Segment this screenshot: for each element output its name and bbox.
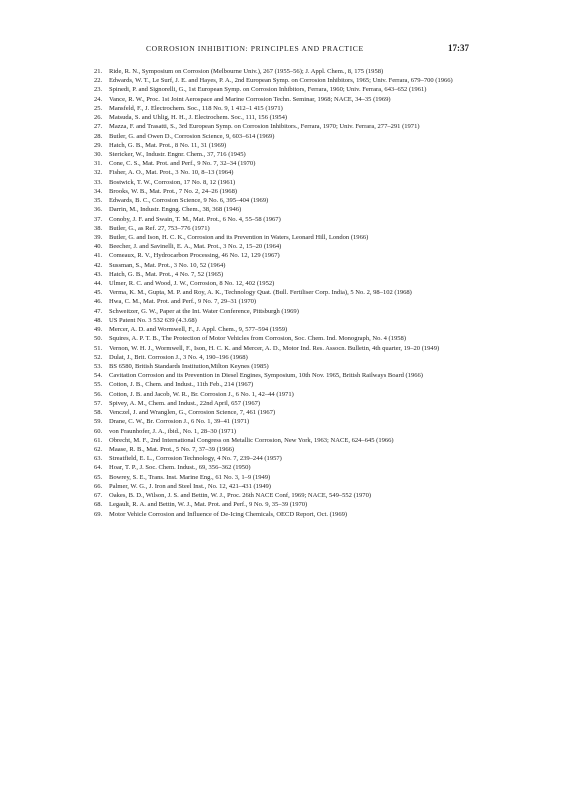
reference-item [94, 307, 472, 316]
reference-text: Mansfeld, F., J. Electrochem. Soc., 118 No. 9, 1 412–1 415 (1971) [109, 104, 283, 112]
reference-text: Stericker, W., Industr. Engnr. Chem., 37, 716 (1945) [109, 150, 246, 158]
reference-item [94, 95, 472, 104]
reference-number: 65. [94, 473, 103, 481]
reference-number: 67. [94, 492, 103, 500]
reference-text: Vance, R. W., Proc. 1st Joint Aerospace and Marine Corrosion Techn. Seminar, 1968; NACE, 34–35 (1969) [109, 95, 391, 103]
reference-number: 52. [94, 353, 103, 361]
reference-text: Cotton, J. B., Chem. and Indust., 11th Feb., 214 (1967) [109, 381, 254, 389]
reference-number: 36. [94, 206, 103, 214]
reference-number: 55. [94, 381, 103, 389]
reference-text: Hatch, G. B., Mat. Prot., 4 No. 7, 52 (1965) [109, 270, 224, 278]
reference-number: 38. [94, 224, 103, 232]
reference-number: 34. [94, 187, 103, 195]
reference-text: Cotton, J. B. and Jacob, W. R., Br. Corrosion J., 6 No. 1, 42–44 (1971) [109, 390, 294, 398]
reference-item [94, 417, 472, 426]
reference-text: Schweitzer, G. W., Paper at the Int. Water Conference, Pittsburgh (1969) [109, 307, 299, 315]
reference-item [94, 463, 472, 472]
reference-item [94, 436, 472, 445]
reference-number: 41. [94, 252, 103, 260]
reference-item [94, 76, 472, 85]
reference-number: 35. [94, 197, 103, 205]
page-number: 17:37 [448, 43, 469, 53]
reference-number: 33. [94, 178, 103, 186]
reference-number: 60. [94, 427, 103, 435]
reference-number: 40. [94, 243, 103, 251]
reference-text: Ulmer, R. C. and Wood, J. W., Corrosion, 8 No. 12, 402 (1952) [109, 280, 275, 288]
reference-number: 43. [94, 270, 103, 278]
reference-text: Cavitation Corrosion and its Prevention in Diesel Engines, Symposium, 10th Nov. 1965, British Railways Board (1966) [109, 372, 423, 380]
page-header [94, 44, 469, 58]
reference-text: Drane, C. W., Br. Corrosion J., 6 No. 1, 39–41 (1971) [109, 418, 250, 426]
reference-number: 51. [94, 344, 103, 352]
reference-number: 61. [94, 436, 103, 444]
reference-item [94, 251, 472, 260]
reference-item [94, 297, 472, 306]
reference-number: 66. [94, 482, 103, 490]
reference-number: 24. [94, 95, 103, 103]
reference-item [94, 390, 472, 399]
reference-text: Fisher, A. O., Mat. Prot., 3 No. 10, 8–13 (1964) [109, 169, 234, 177]
reference-text: Legault, R. A. and Bettin, W. J., Mat. Prot. and Perf., 9 No. 9, 35–39 (1970) [109, 501, 308, 509]
reference-number: 64. [94, 464, 103, 472]
reference-item [94, 150, 472, 159]
reference-item [94, 371, 472, 380]
reference-item [94, 408, 472, 417]
reference-number: 44. [94, 280, 103, 288]
reference-number: 27. [94, 123, 103, 131]
reference-item [94, 279, 472, 288]
reference-number: 69. [94, 510, 103, 518]
reference-text: Verma, K. M., Gupta, M. P. and Roy, A. K., Technology Quat. (Bull. Fertiliser Corp. India), 5 No. 2, 98–102 (1968) [109, 289, 412, 297]
reference-text: von Fraunhofer, J. A., ibid., No. 1, 28–30 (1971) [109, 427, 237, 435]
reference-item [94, 454, 472, 463]
reference-number: 26. [94, 114, 103, 122]
reference-text: Streatfield, E. L., Corrosion Technology, 4 No. 7, 239–244 (1957) [109, 455, 282, 463]
reference-number: 50. [94, 335, 103, 343]
reference-text: Vernon, W. H. J., Wormwell, F., Ison, H. C. K. and Mercer, A. D., Motor Ind. Res. Assocn. Bulletin, 4th quarter, 19–20 (1949) [109, 344, 440, 352]
reference-text: Motor Vehicle Corrosion and Influence of De-Icing Chemicals, OECD Report, Oct. (1969) [109, 510, 348, 518]
reference-number: 58. [94, 409, 103, 417]
reference-item [94, 196, 472, 205]
reference-item [94, 85, 472, 94]
reference-item [94, 261, 472, 270]
reference-text: Ride, R. N., Symposium on Corrosion (Melbourne Univ.), 267 (1955–56); J. Appl. Chem., 8, 175 (1958) [109, 68, 384, 75]
reference-item [94, 187, 472, 196]
reference-number: 22. [94, 77, 103, 85]
reference-item [94, 132, 472, 141]
reference-item [94, 122, 472, 131]
reference-item [94, 482, 472, 491]
reference-text: BS 6580, British Standards Institution,Milton Keynes (1985) [109, 363, 269, 370]
reference-item [94, 445, 472, 454]
reference-item [94, 159, 472, 168]
reference-number: 42. [94, 261, 103, 269]
reference-text: Hatch, G. B., Mat. Prot., 8 No. 11, 31 (1969) [109, 141, 227, 149]
reference-text: Conoby, J. F. and Swain, T. M., Mat. Prot., 6 No. 4, 55–58 (1967) [109, 215, 281, 223]
reference-text: Cone, C. S., Mat. Prot. and Perf., 9 No. 7, 32–34 (1970) [109, 160, 256, 168]
reference-item [94, 510, 472, 519]
reference-text: Darrin, M., Industr. Engng. Chem., 38, 368 (1946) [109, 206, 242, 214]
reference-text: Spinedi, P. and Signorelli, G., 1st European Symp. on Corrosion Inhibitors, Ferrara, 1960; Univ. Ferrara, 643–652 (1961) [109, 86, 427, 94]
reference-item [94, 233, 472, 242]
reference-item [94, 316, 472, 325]
reference-text: Edwards, B. C., Corrosion Science, 9 No. 6, 395–404 (1969) [109, 197, 269, 205]
reference-item [94, 334, 472, 343]
reference-number: 46. [94, 298, 103, 306]
reference-item [94, 362, 472, 371]
reference-text: Brooks, W. B., Mat. Prot., 7 No. 2, 24–26 (1968) [109, 187, 238, 195]
reference-text: US Patent No. 3 532 639 (4.3.68) [109, 316, 197, 324]
reference-text: Squires, A. P. T. B., The Protection of Motor Vehicles from Corrosion, Soc. Chem. Ind. Monograph, No. 4 (1958) [109, 335, 407, 343]
reference-list [94, 67, 472, 519]
reference-item [94, 168, 472, 177]
reference-number: 62. [94, 445, 103, 453]
reference-number: 63. [94, 455, 103, 463]
reference-number: 23. [94, 86, 103, 94]
reference-number: 54. [94, 372, 103, 380]
reference-number: 45. [94, 289, 103, 297]
reference-number: 28. [94, 132, 103, 140]
reference-item [94, 113, 472, 122]
reference-text: Maase, R. B., Mat. Prot., 5 No. 7, 37–39 (1966) [109, 445, 235, 453]
reference-text: Venczel, J. and Wranglen, G., Corrosion Science, 7, 461 (1967) [109, 409, 276, 417]
reference-text: Butler, G. and Owen D., Corrosion Science, 9, 603–614 (1969) [109, 132, 275, 140]
reference-text: Hwa, C. M., Mat. Prot. and Perf., 9 No. 7, 29–31 (1970) [109, 298, 257, 306]
reference-item [94, 224, 472, 233]
reference-text: Butler, G. and Ison, H. C. K., Corrosion and its Prevention in Waters, Leonard Hill, London (1966) [109, 233, 369, 241]
reference-item [94, 270, 472, 279]
reference-text: Spivey, A. M., Chem. and Indust., 22nd April, 657 (1967) [109, 399, 261, 407]
reference-text: Palmer, W. G., J. Iron and Steel Inst., No. 12, 421–431 (1949) [109, 482, 271, 490]
reference-text: Beecher, J. and Savinelli, E. A., Mat. Prot., 3 No. 2, 15–20 (1964) [109, 243, 282, 251]
reference-item [94, 473, 472, 482]
reference-item [94, 344, 472, 353]
reference-text: Edwards, W. T., Le Surf, J. E. and Hayes, P. A., 2nd European Symp. on Corrosion Inhibitors, 1965; Univ. Ferrara, 679–700 (1966) [109, 77, 453, 85]
reference-text: Butler, G., as Ref. 27, 753–776 (1971) [109, 224, 210, 232]
reference-item [94, 399, 472, 408]
reference-text: Sussman, S., Mat. Prot., 3 No. 10, 52 (1964) [109, 261, 226, 269]
reference-item [94, 491, 472, 500]
reference-item [94, 242, 472, 251]
reference-text: Matsuda, S. and Uhlig, H. H., J. Electrochem. Soc., 111, 156 (1954) [109, 114, 288, 122]
reference-number: 32. [94, 169, 103, 177]
reference-number: 37. [94, 215, 103, 223]
reference-number: 31. [94, 160, 103, 168]
reference-text: Obrecht, M. F., 2nd International Congress on Metallic Corrosion, New York, 1963; NACE, 624–645 (1966) [109, 436, 394, 444]
reference-number: 49. [94, 326, 103, 334]
reference-number: 59. [94, 418, 103, 426]
reference-item [94, 500, 472, 509]
reference-item [94, 325, 472, 334]
reference-item [94, 141, 472, 150]
reference-number: 29. [94, 141, 103, 149]
reference-text: Mazza, F. and Trasatti, S., 3rd European Symp. on Corrosion Inhibitors., Ferrara, 1970; Univ. Ferrara, 277–291 (1971) [109, 123, 420, 131]
reference-number: 53. [94, 363, 103, 370]
reference-item [94, 380, 472, 389]
reference-number: 21. [94, 68, 103, 75]
reference-item [94, 427, 472, 436]
reference-number: 47. [94, 307, 103, 315]
reference-text: Bowrey, S. E., Trans. Inst. Marine Eng., 61 No. 3, 1–9 (1949) [109, 473, 271, 481]
reference-item [94, 353, 472, 362]
reference-number: 25. [94, 104, 103, 112]
reference-number: 68. [94, 501, 103, 509]
reference-item [94, 178, 472, 187]
reference-text: Oakes, B. D., Wilson, J. S. and Bettin, W. J., Proc. 26th NACE Conf, 1969; NACE, 549–552 (1970) [109, 492, 372, 500]
reference-item [94, 205, 472, 214]
reference-item [94, 288, 472, 297]
reference-text: Hoar, T. P., J. Soc. Chem. Indust., 69, 356–362 (1950) [109, 464, 251, 472]
reference-text: Comeaux, R. V., Hydrocarbon Processing, 46 No. 12, 129 (1967) [109, 252, 280, 260]
running-title: CORROSION INHIBITION: PRINCIPLES AND PRACTICE [146, 44, 364, 53]
reference-text: Dulat, J., Brit. Corrosion J., 3 No. 4, 190–196 (1968) [109, 353, 248, 361]
reference-number: 30. [94, 150, 103, 158]
reference-number: 57. [94, 399, 103, 407]
reference-text: Bostwick, T. W., Corrosion, 17 No. 8, 12 (1961) [109, 178, 236, 186]
reference-number: 56. [94, 390, 103, 398]
reference-number: 39. [94, 233, 103, 241]
reference-text: Mercer, A. D. and Wormwell, F., J. Appl. Chem., 9, 577–594 (1959) [109, 326, 288, 334]
reference-item [94, 215, 472, 224]
reference-item [94, 104, 472, 113]
reference-number: 48. [94, 316, 103, 324]
reference-item [94, 67, 472, 76]
